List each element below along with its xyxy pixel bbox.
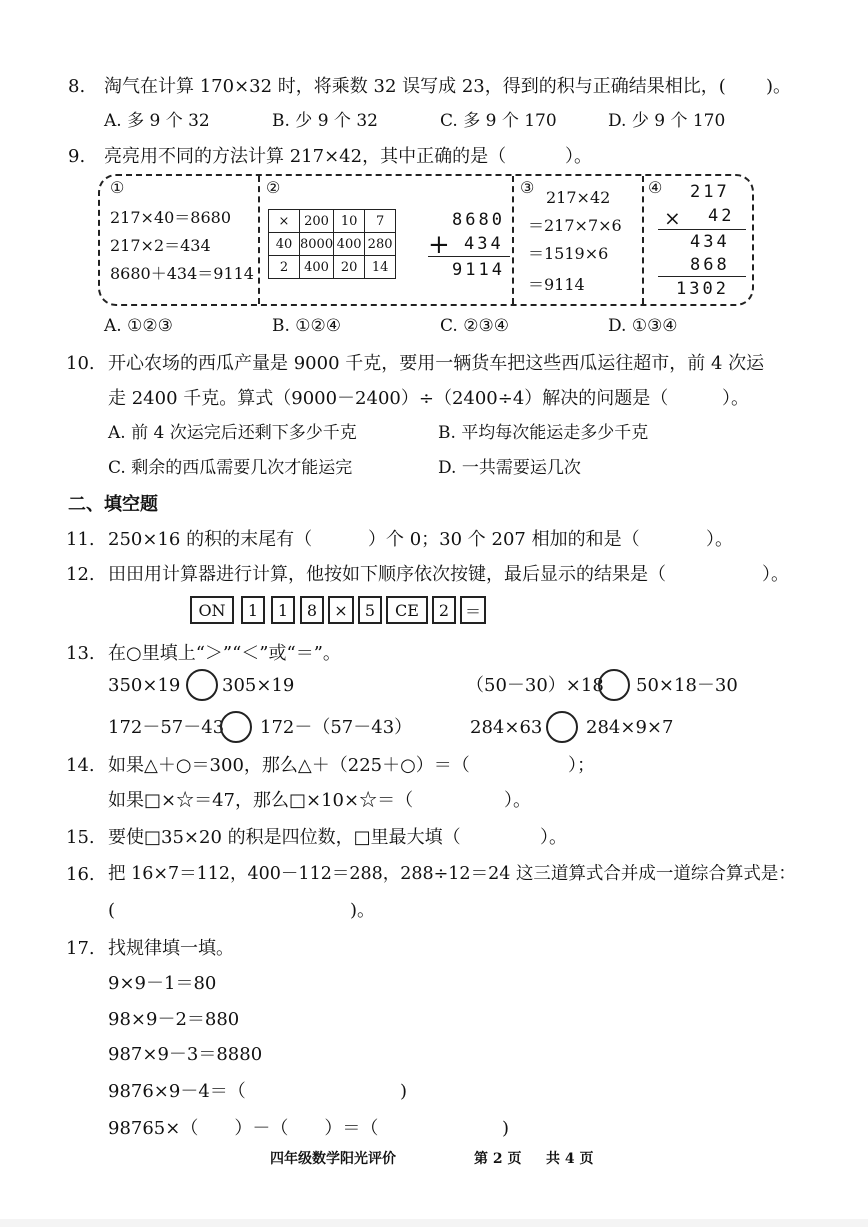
- q9-method4-mult: 42: [708, 206, 735, 226]
- q9-method3-mark: ③: [520, 178, 535, 197]
- q8-option-a[interactable]: A. 多 9 个 32: [104, 111, 210, 131]
- q9-method4-partial2: 868: [690, 255, 730, 275]
- q9-method4-line-2: [658, 276, 746, 277]
- q14-blank-1[interactable]: ）；: [568, 755, 595, 776]
- q8-answer-blank[interactable]: )。: [766, 76, 792, 97]
- footer-title: 四年级数学阳光评价: [270, 1151, 396, 1167]
- footer-total-pages: 共 4 页: [546, 1151, 594, 1167]
- q9-method2-sum-line: [428, 256, 510, 257]
- q13-text: 在○里填上“＞”“＜”或“＝”。: [108, 643, 341, 664]
- grid-cell: 20: [334, 256, 365, 279]
- q14-blank-2[interactable]: ）。: [504, 790, 531, 811]
- q15-number: 15.: [66, 827, 95, 848]
- q10-option-a[interactable]: A. 前 4 次运完后还剩下多少千克: [108, 423, 357, 443]
- calc-key-1: 1: [241, 596, 265, 624]
- grid-cell: 200: [300, 210, 334, 233]
- q14-number: 14.: [66, 755, 95, 776]
- q9-number: 9.: [68, 146, 86, 167]
- q13-item1-left: 350×19: [108, 675, 181, 696]
- q13-number: 13.: [66, 643, 95, 664]
- q9-divider-2: [512, 176, 514, 304]
- section-fill-in-heading: 二、填空题: [68, 494, 158, 515]
- calc-key-5: 5: [358, 596, 382, 624]
- q15-text: 要使□35×20 的积是四位数，□里最大填（: [108, 827, 461, 848]
- q9-method1-line1: 217×40＝8680: [110, 208, 232, 227]
- q9-divider-3: [642, 176, 644, 304]
- calc-key-times: ×: [328, 596, 354, 624]
- q13-item2-circle[interactable]: [598, 669, 630, 701]
- q17-line2: 98×9－2＝880: [108, 1009, 240, 1030]
- q11-blank-1[interactable]: ）个 0；30 个 207 相加的和是（: [368, 529, 640, 550]
- q9-method4-line-1: [658, 229, 746, 230]
- grid-cell: 400: [300, 256, 334, 279]
- grid-cell: 40: [269, 233, 300, 256]
- q14-line2: 如果□×☆＝47，那么□×10×☆＝（: [108, 790, 414, 811]
- q13-item1-right: 305×19: [222, 675, 295, 696]
- grid-cell: 7: [365, 210, 396, 233]
- page-bottom-edge: [0, 1219, 868, 1227]
- q17-line1: 9×9－1＝80: [108, 973, 217, 994]
- q9-method1-mark: ①: [110, 178, 125, 197]
- calc-key-1-second: 1: [271, 596, 295, 624]
- q17-text: 找规律填一填。: [108, 938, 234, 959]
- q13-item2-right: 50×18－30: [636, 675, 738, 696]
- q16-number: 16.: [66, 864, 95, 885]
- q11-text: 250×16 的积的末尾有（: [108, 529, 313, 550]
- q10-option-d[interactable]: D. 一共需要运几次: [438, 458, 581, 478]
- q9-method4-mark: ④: [648, 178, 663, 197]
- q9-option-d[interactable]: D. ①③④: [608, 316, 678, 336]
- q8-text: 淘气在计算 170×32 时，将乘数 32 误写成 23，得到的积与正确结果相比，(: [104, 76, 726, 97]
- q17-line5-close[interactable]: ): [502, 1118, 510, 1139]
- q17-line4-close[interactable]: ): [400, 1081, 408, 1102]
- q13-item4-circle[interactable]: [546, 711, 578, 743]
- q15-answer-blank[interactable]: ）。: [540, 827, 567, 848]
- q9-method2-grid: [268, 209, 396, 279]
- q9-option-b[interactable]: B. ①②④: [272, 316, 342, 336]
- grid-cell: 14: [365, 256, 396, 279]
- q16-text: 把 16×7＝112，400－112＝288，288÷12＝24 这三道算式合并成一道综合算式是：: [108, 864, 796, 884]
- q13-item4-left: 284×63: [470, 717, 543, 738]
- q13-item1-circle[interactable]: [186, 669, 218, 701]
- q9-option-a[interactable]: A. ①②③: [104, 316, 173, 336]
- q16-blank-open[interactable]: (: [108, 900, 116, 921]
- q8-option-c[interactable]: C. 多 9 个 170: [440, 111, 557, 131]
- q13-item4-right: 284×9×7: [586, 717, 674, 738]
- calc-key-equals: ＝: [460, 596, 486, 624]
- q12-number: 12.: [66, 564, 95, 585]
- q10-line1: 开心农场的西瓜产量是 9000 千克，要用一辆货车把这些西瓜运往超市，前 4 次运: [108, 353, 765, 374]
- q10-answer-blank[interactable]: ）。: [722, 388, 749, 409]
- q9-method2-add-second: 434: [464, 234, 504, 254]
- q17-line4: 9876×9－4＝（: [108, 1081, 246, 1102]
- q9-method1-line3: 8680＋434＝9114: [110, 264, 254, 283]
- q17-line5: 98765×（ ）－（ ）＝（: [108, 1118, 379, 1139]
- q9-method3-line4: ＝9114: [528, 275, 585, 294]
- q9-method4-partial1: 434: [690, 232, 730, 252]
- q17-line3: 987×9－3＝8880: [108, 1044, 263, 1065]
- q9-method2-plus: +: [428, 230, 450, 260]
- q11-blank-2[interactable]: ）。: [706, 529, 733, 550]
- q17-number: 17.: [66, 938, 95, 959]
- footer-page-number: 第 2 页: [474, 1151, 522, 1167]
- q9-answer-blank[interactable]: ）。: [565, 146, 592, 167]
- q12-answer-blank[interactable]: ）。: [762, 564, 789, 585]
- q9-method2-add-result: 9114: [452, 260, 505, 280]
- q9-method1-line2: 217×2＝434: [110, 236, 211, 255]
- q13-item3-circle[interactable]: [220, 711, 252, 743]
- q14-line1: 如果△＋○＝300，那么△＋（225＋○）＝（: [108, 755, 470, 776]
- q10-line2: 走 2400 千克。算式（9000－2400）÷（2400÷4）解决的问题是（: [108, 388, 669, 409]
- q16-blank-close[interactable]: )。: [350, 900, 376, 921]
- q11-number: 11.: [66, 529, 95, 550]
- q10-number: 10.: [66, 353, 95, 374]
- grid-cell: 8000: [300, 233, 334, 256]
- q8-number: 8.: [68, 76, 86, 97]
- calc-key-8: 8: [300, 596, 324, 624]
- q12-text: 田田用计算器进行计算，他按如下顺序依次按键，最后显示的结果是（: [108, 564, 666, 585]
- q9-method4-top: 217: [690, 182, 730, 202]
- calc-key-2: 2: [432, 596, 456, 624]
- q9-method3-line1: 217×42: [546, 188, 611, 207]
- q9-divider-1: [258, 176, 260, 304]
- q13-item3-right: 172－（57－43）: [260, 717, 413, 738]
- grid-cell: 400: [334, 233, 365, 256]
- q9-method2-mark: ②: [266, 178, 281, 197]
- q9-text: 亮亮用不同的方法计算 217×42，其中正确的是（: [104, 146, 507, 167]
- q9-method4-result: 1302: [676, 279, 729, 299]
- q13-item2-left: （50－30）×18: [466, 675, 604, 696]
- grid-cell: ×: [269, 210, 300, 233]
- q10-option-c[interactable]: C. 剩余的西瓜需要几次才能运完: [108, 458, 353, 478]
- q10-option-b[interactable]: B. 平均每次能运走多少千克: [438, 423, 649, 443]
- calc-key-on: ON: [190, 596, 234, 624]
- q13-item3-left: 172－57－43: [108, 717, 225, 738]
- q8-option-d[interactable]: D. 少 9 个 170: [608, 111, 726, 131]
- q8-option-b[interactable]: B. 少 9 个 32: [272, 111, 378, 131]
- q9-method4-times: ×: [664, 206, 681, 230]
- grid-cell: 10: [334, 210, 365, 233]
- q9-option-c[interactable]: C. ②③④: [440, 316, 509, 336]
- q9-method2-add-top: 8680: [452, 210, 505, 230]
- q9-method3-line2: ＝217×7×6: [528, 216, 622, 235]
- calc-key-ce: CE: [386, 596, 428, 624]
- grid-cell: 280: [365, 233, 396, 256]
- grid-cell: 2: [269, 256, 300, 279]
- q9-method3-line3: ＝1519×6: [528, 244, 609, 263]
